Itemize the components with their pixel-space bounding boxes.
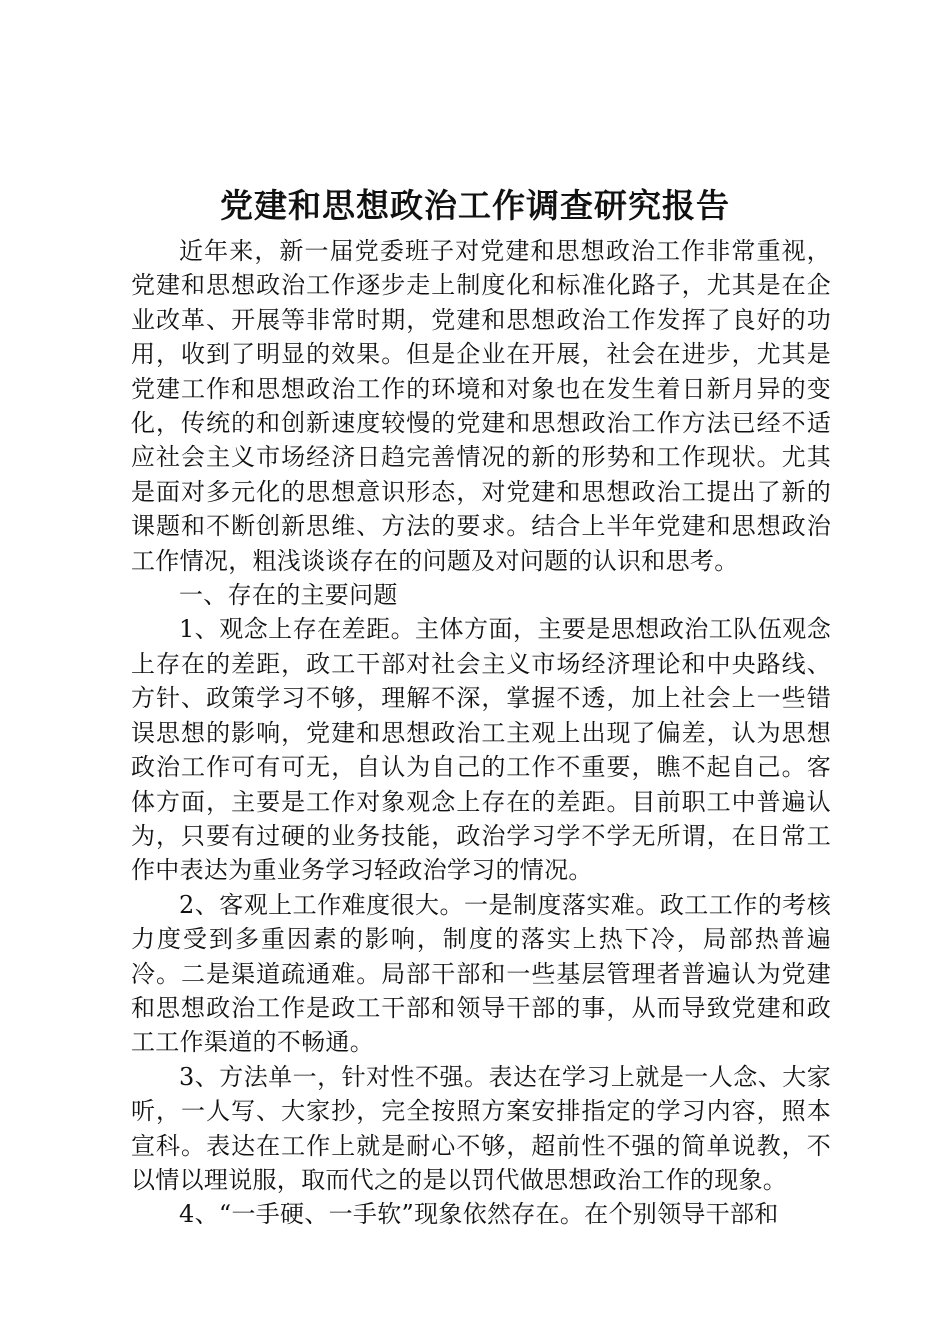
document-title: 党建和思想政治工作调查研究报告 bbox=[220, 186, 730, 225]
paragraph-item-3: 3、方法单一，针对性不强。表达在学习上就是一人念、大家听，一人写、大家抄，完全按照方案安排指定的学习内容，照本宣科。表达在工作上就是耐心不够，超前性不强的简单说教，不以情以理说服，取而代之的是以罚代做思想政治工作的现象。 bbox=[131, 1062, 831, 1194]
document-body bbox=[131, 234, 831, 1232]
paragraph-item-2: 2、客观上工作难度很大。一是制度落实难。政工工作的考核力度受到多重因素的影响，制度的落实上热下冷，局部热普遍冷。二是渠道疏通难。局部干部和一些基层管理者普遍认为党建和思想政治工作是政工干部和领导干部的事，从而导致党建和政工工作渠道的不畅通。 bbox=[131, 890, 831, 1057]
paragraph-item-1: 1、观念上存在差距。主体方面，主要是思想政治工队伍观念上存在的差距，政工干部对社会主义市场经济理论和中央路线、方针、政策学习不够，理解不深，掌握不透，加上社会上一些错误思想的影响，党建和思想政治工主观上出现了偏差，认为思想政治工作可有可无，自认为自己的工作不重要，瞧不起自己。客体方面，主要是工作对象观念上存在的差距。目前职工中普遍认为，只要有过硬的业务技能，政治学习学不学无所谓，在日常工作中表达为重业务学习轻政治学习的情况。 bbox=[131, 615, 831, 885]
paragraph-item-4: 4、“一手硬、一手软”现象依然存在。在个别领导干部和 bbox=[179, 1200, 779, 1229]
section-heading: 一、存在的主要问题 bbox=[179, 581, 398, 610]
paragraph-intro: 近年来，新一届党委班子对党建和思想政治工作非常重视，党建和思想政治工作逐步走上制度化和标准化路子，尤其是在企业改革、开展等非常时期，党建和思想政治工作发挥了良好的功用，收到了明显的效果。但是企业在开展，社会在进步，尤其是党建工作和思想政治工作的环境和对象也在发生着日新月异的变化，传统的和创新速度较慢的党建和思想政治工作方法已经不适应社会主义市场经济日趋完善情况的新的形势和工作现状。尤其是面对多元化的思想意识形态，对党建和思想政治工提出了新的课题和不断创新思维、方法的要求。结合上半年党建和思想政治工作情况，粗浅谈谈存在的问题及对问题的认识和思考。 bbox=[131, 237, 831, 575]
